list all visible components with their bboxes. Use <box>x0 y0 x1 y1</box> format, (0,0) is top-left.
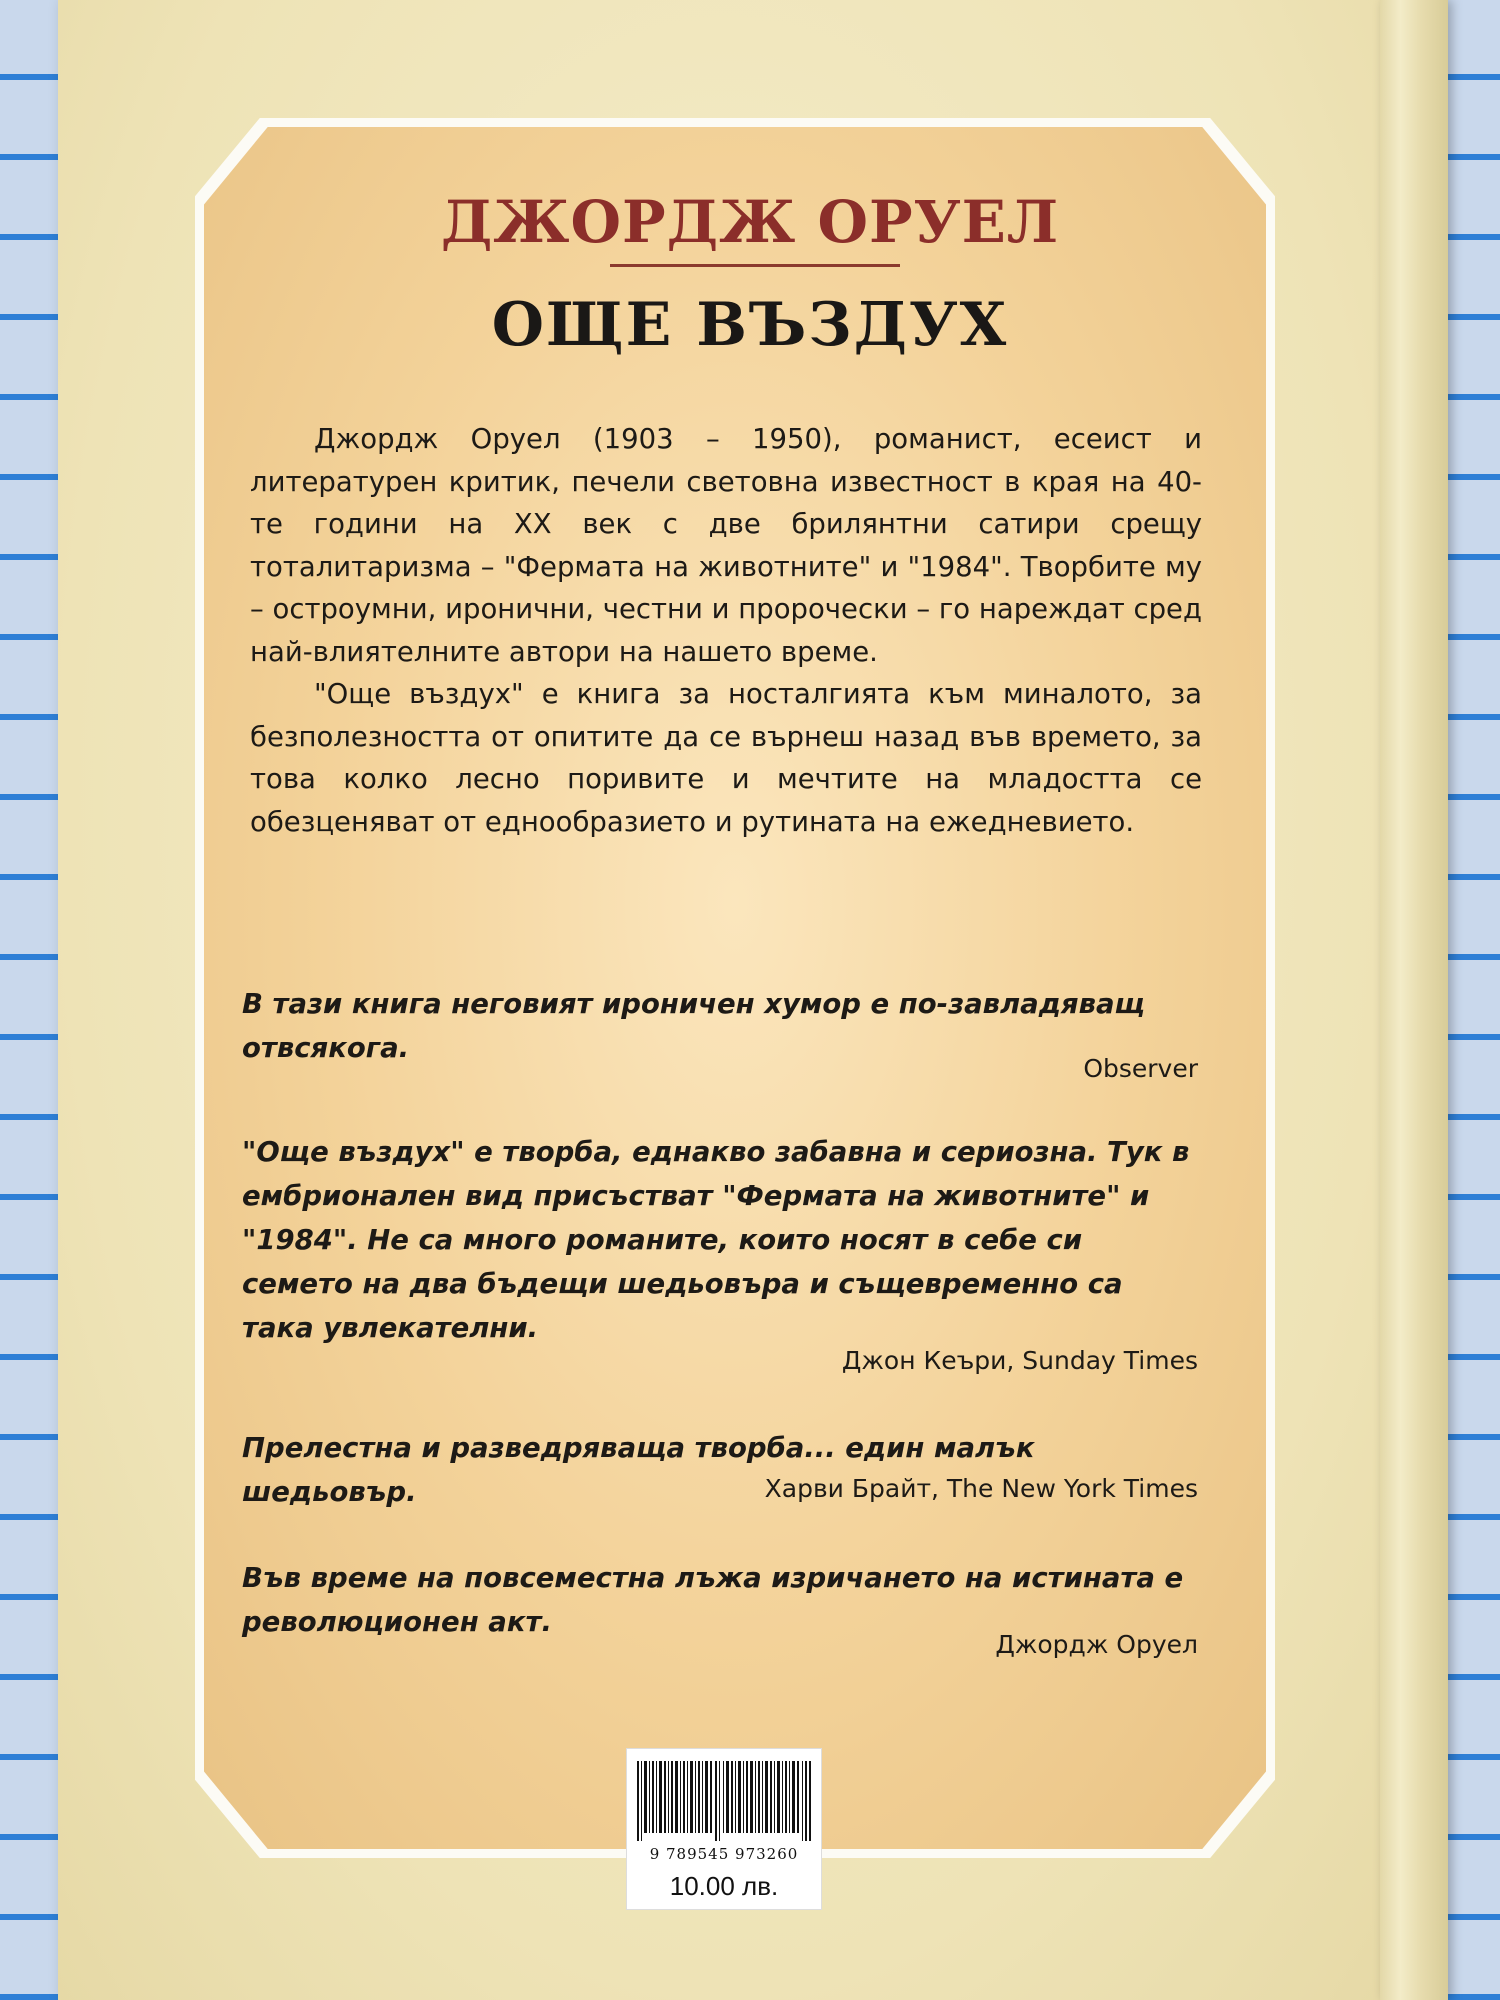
barcode-icon <box>637 1761 811 1841</box>
book-title: ОЩЕ ВЪЗДУХ <box>491 290 1009 360</box>
description-paragraph: "Още въздух" е книга за носталгията към миналото, за безполезността от опитите да се върнеш назад във времето, за това колко лесно поривите и мечтите на младостта се обезценяват от еднообразието и рутината на ежедневието. <box>250 678 1202 838</box>
review-source: Джордж Оруел <box>995 1630 1198 1659</box>
book-description <box>250 418 1202 843</box>
review-source: Observer <box>1083 1054 1198 1083</box>
review-quote: Във време на повсеместна лъжа изричането на истината е революционен акт. <box>242 1562 1184 1638</box>
title-divider <box>610 264 900 267</box>
review-quote: Прелестна и разведряваща творба... един малък шедьовър. <box>242 1432 1035 1508</box>
barcode-label <box>626 1748 822 1910</box>
review-source: Харви Брайт, The New York Times <box>764 1474 1198 1503</box>
description-paragraph: Джордж Оруел (1903 – 1950), романист, есеист и литературен критик, печели световна известност в края на 40-те години на XX век с две брилянтни сатири срещу тоталитаризма – "Фермата на животните" и "1984". Творбите му – остроумни, иронични, честни и пророчески – го нареждат сред най-влиятелните автори на нашето време. <box>250 423 1202 668</box>
author-name: ДЖОРДЖ ОРУЕЛ <box>440 188 1060 256</box>
price-label: 10.00 лв. <box>669 1871 779 1901</box>
review-source: Джон Кеъри, Sunday Times <box>841 1346 1198 1375</box>
review-quote: "Още въздух" е творба, еднакво забавна и сериозна. Тук в ембрионален вид присъстват "Фермата на животните" и "1984". Не са много романите, които носят в себе си семето на два бъдещи шедьовъра и същевременно са така увлекателни. <box>242 1136 1190 1344</box>
isbn-number: 9 789545 973260 <box>649 1845 799 1863</box>
review-quote: В тази книга неговият ироничен хумор е по-завладяващ отвсякога. <box>242 988 1145 1064</box>
